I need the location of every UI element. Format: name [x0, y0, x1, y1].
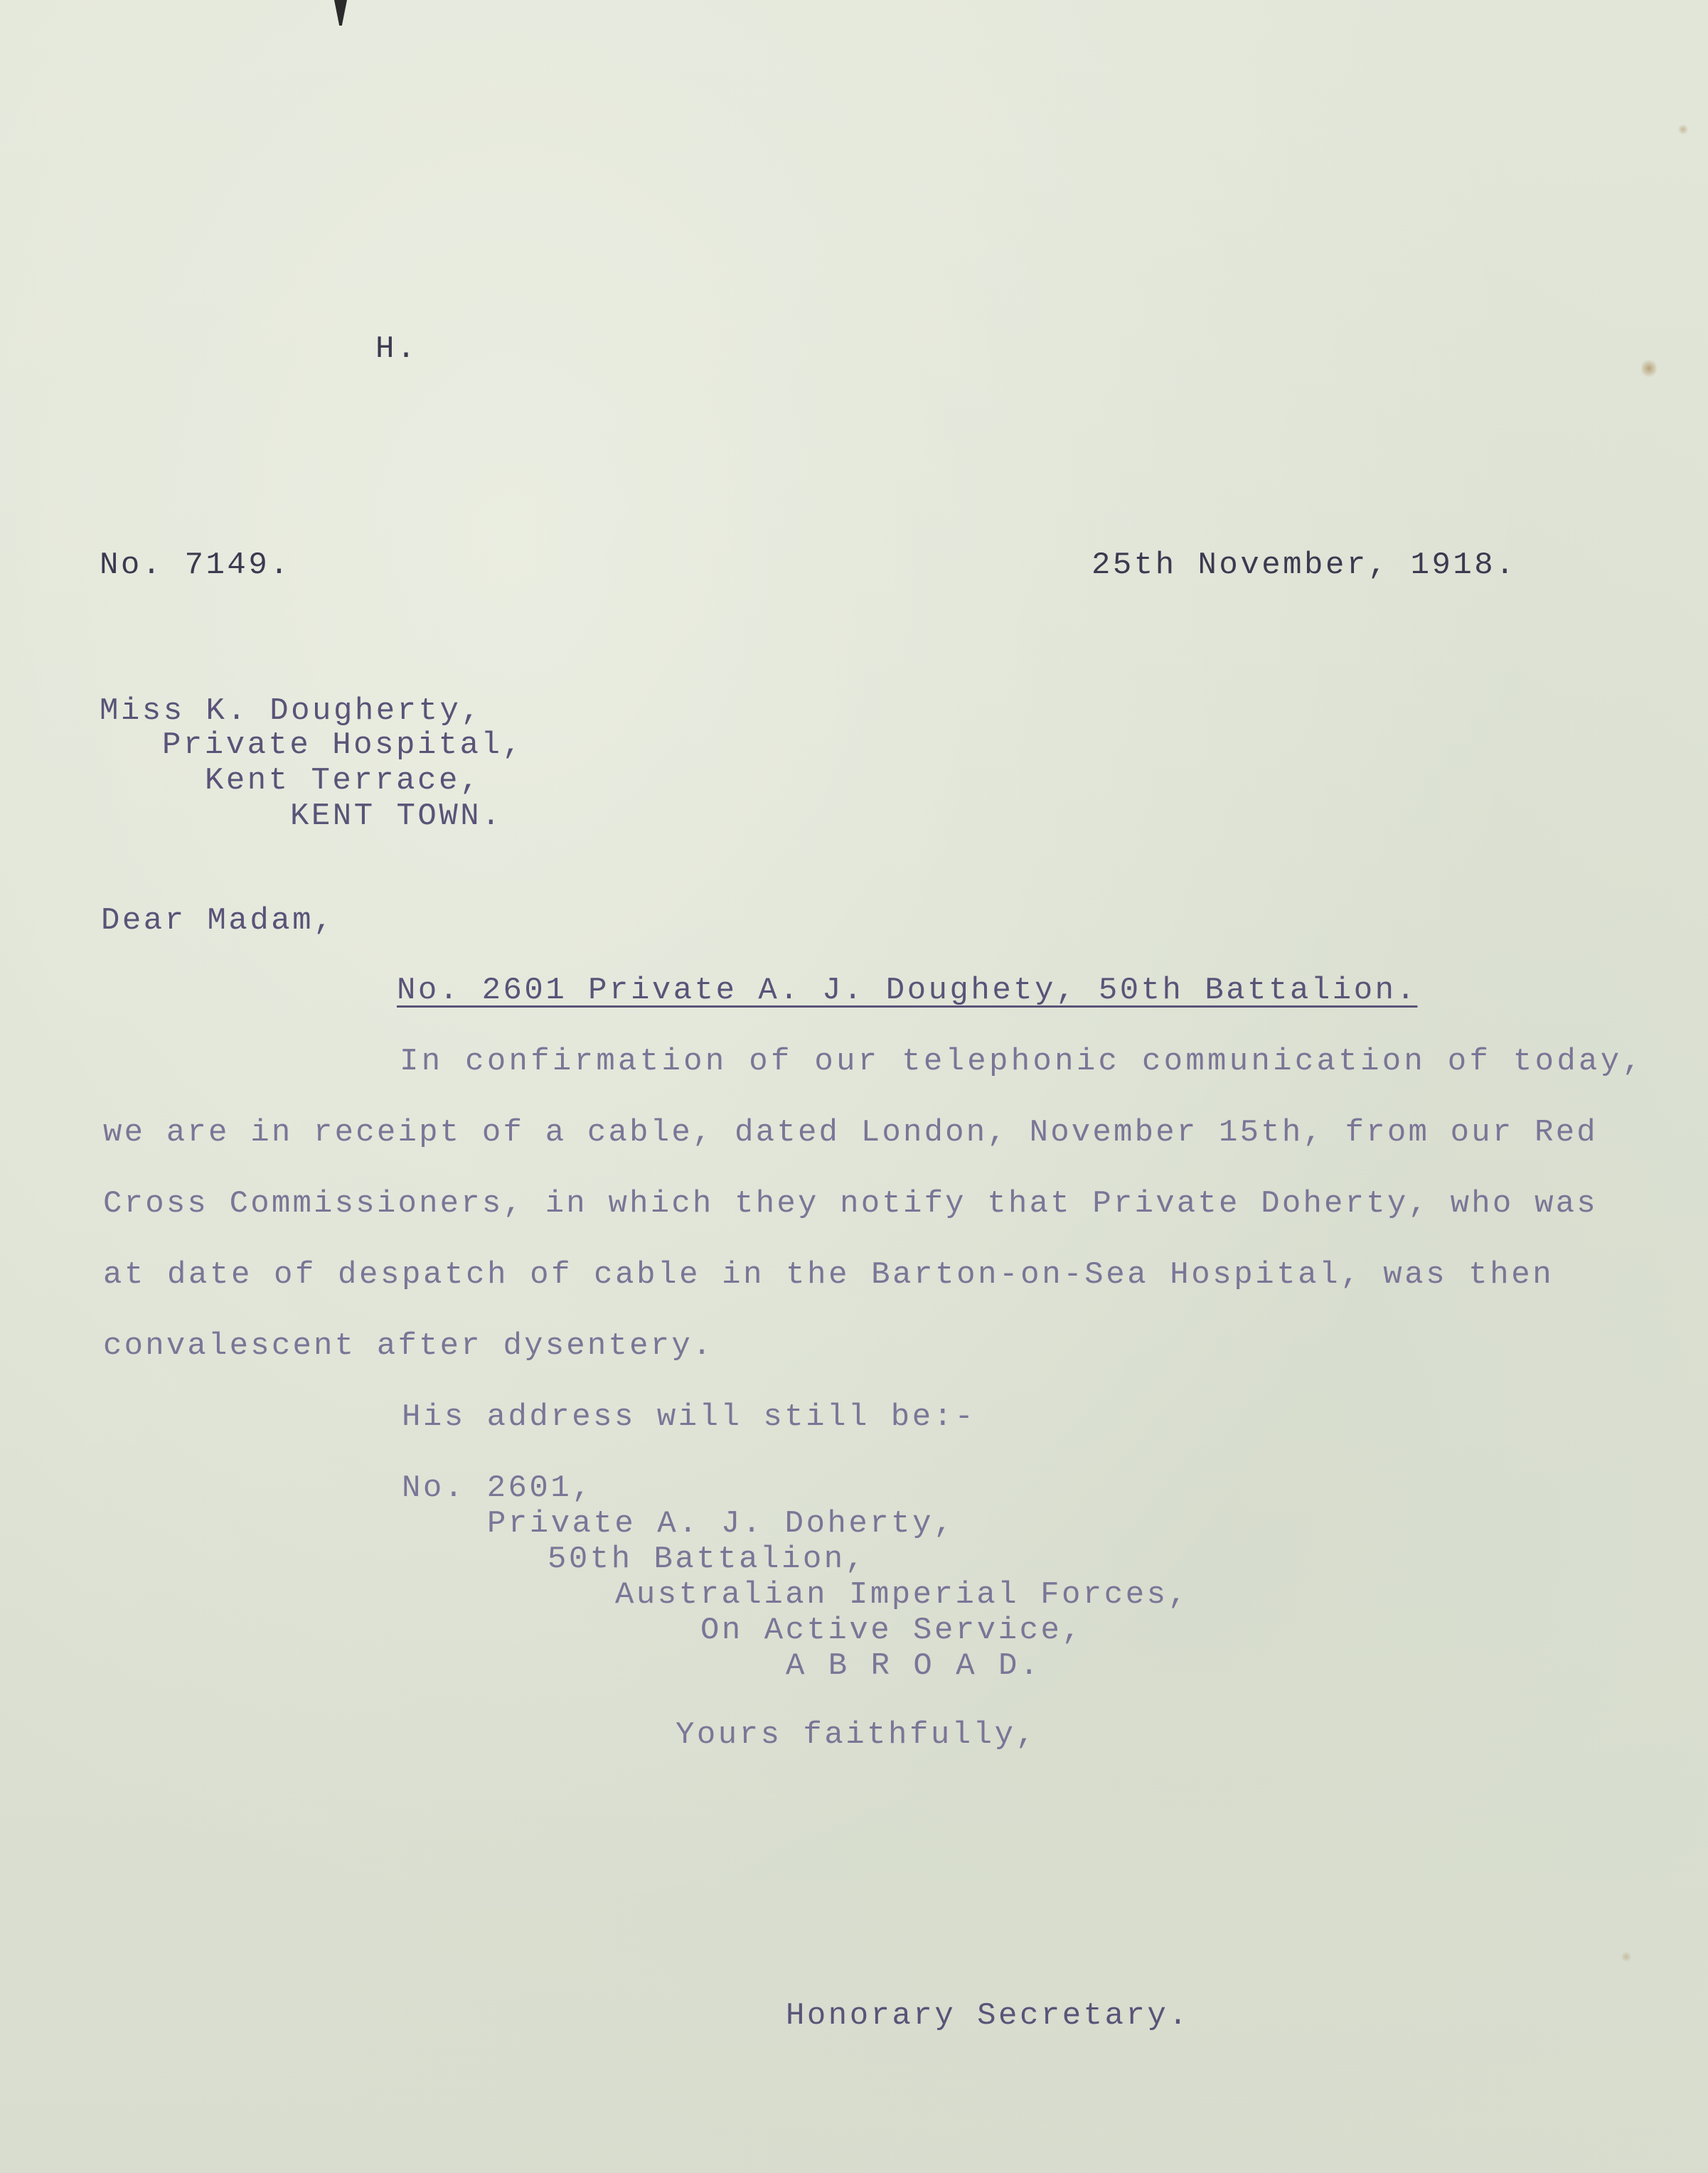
salutation: Dear Madam, — [101, 903, 335, 939]
address-line-forces: Australian Imperial Forces, — [615, 1577, 1190, 1613]
address-line-service: On Active Service, — [700, 1613, 1084, 1648]
reference-number: No. 7149. — [100, 548, 292, 583]
body-line-2: we are in receipt of a cable, dated London, November 15th, from our Red — [103, 1115, 1598, 1150]
signature-title: Honorary Secretary. — [786, 1998, 1190, 2034]
body-line-5: convalescent after dysentery. — [103, 1328, 714, 1364]
foxing-stain — [1641, 359, 1657, 378]
address-line-battalion: 50th Battalion, — [548, 1542, 867, 1577]
address-line-number: No. 2601, — [402, 1470, 594, 1506]
body-line-1: In confirmation of our telephonic communication of today, — [400, 1044, 1645, 1079]
initial-mark: H. — [375, 331, 418, 367]
body-line-3: Cross Commissioners, in which they notify that Private Doherty, who was — [103, 1186, 1598, 1222]
paper-tear-mark — [334, 0, 347, 26]
address-intro: His address will still be:- — [402, 1399, 976, 1435]
letter-date: 25th November, 1918. — [1091, 548, 1517, 583]
foxing-stain — [1678, 124, 1688, 134]
recipient-name: Miss K. Dougherty, — [100, 693, 483, 729]
foxing-stain — [1621, 1952, 1631, 1962]
recipient-street: Kent Terrace, — [205, 763, 481, 799]
subject-line: No. 2601 Private A. J. Doughety, 50th Battalion. — [397, 973, 1418, 1008]
address-line-abroad: A B R O A D. — [786, 1648, 1041, 1684]
body-line-4: at date of despatch of cable in the Barton-on-Sea Hospital, was then — [103, 1257, 1554, 1293]
address-line-name: Private A. J. Doherty, — [487, 1506, 955, 1542]
closing: Yours faithfully, — [676, 1717, 1037, 1753]
recipient-institution: Private Hospital, — [162, 727, 524, 763]
recipient-town: KENT TOWN. — [290, 799, 503, 834]
